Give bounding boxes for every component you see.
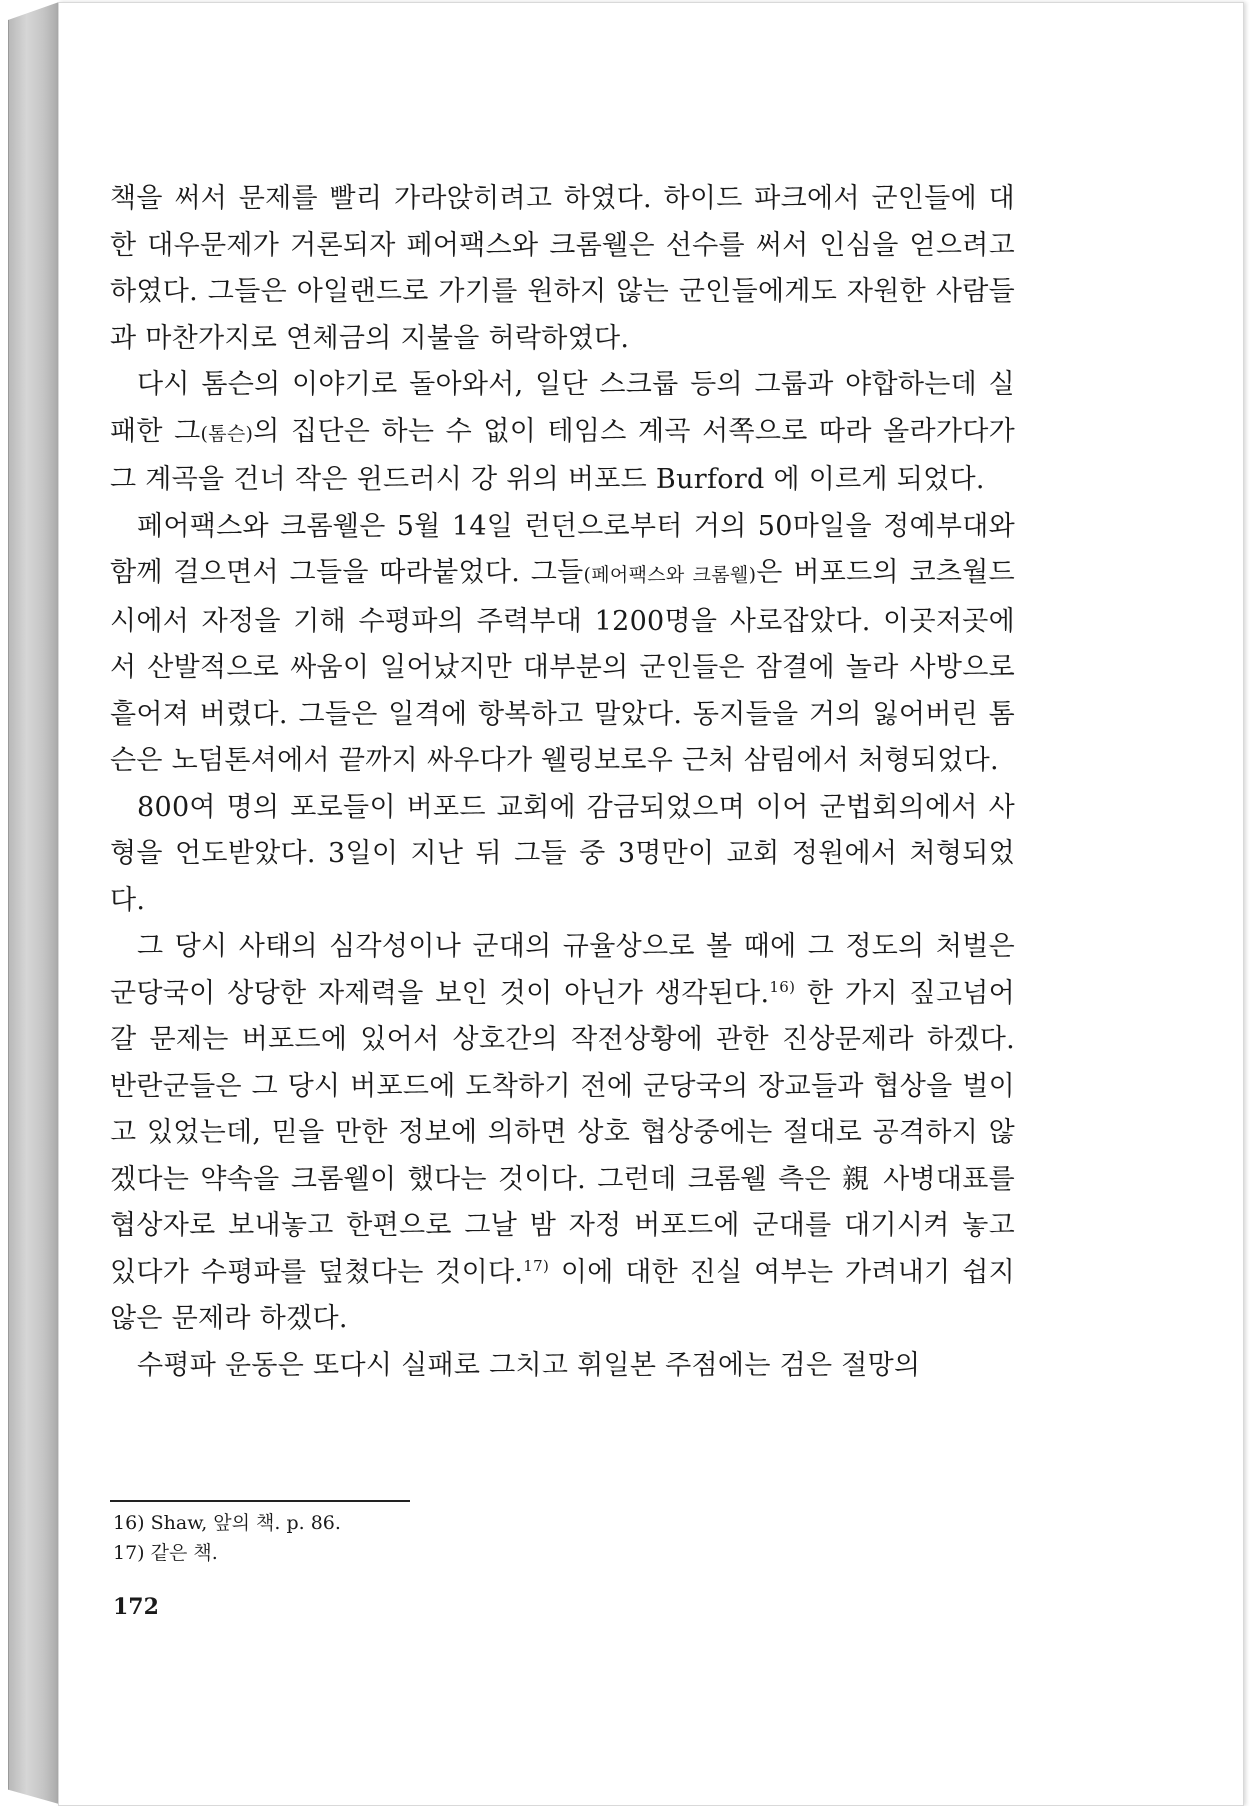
paragraph-text: 책을 써서 문제를 빨리 가라앉히려고 하였다. 하이드 파크에서 군인들에 대한 대우문제가 거론되자 페어팩스와 크롬웰은 선수를 써서 인심을 얻으려고 하였다. 그들은 아일랜드로 가기를 원하지 않는 군인들에게도 자원한 사람들과 마찬가지로 연체금의 지불을 허락하였다. [110,183,1015,354]
inline-note: (톰슨) [200,422,254,445]
footnote-rule [110,1500,410,1502]
paragraph-3 [110,504,1015,785]
footnote-ref: 16) [769,977,796,996]
paragraph-4 [110,785,1015,925]
paragraph-text: 이에 대한 진실 여부는 가려내기 쉽지 않은 문제라 하겠다. [110,1256,1015,1334]
paragraph-2 [110,362,1015,504]
footnotes [113,1508,341,1568]
paragraph-1 [110,176,1015,362]
paragraph-6 [110,1343,1015,1390]
paragraph-text: 한 가지 짚고넘어갈 문제는 버포드에 있어서 상호간의 작전상황에 관한 진상문제라 하겠다. 반란군들은 그 당시 버포드에 도착하기 전에 군당국의 장교들과 협상을 벌이고 있었는데, 믿을 만한 정보에 의하면 상호 협상중에는 절대로 공격하지 않겠다는 약속을 크롬웰이 했다는 것이다. 그런데 크롬웰 측은 親 사병대표를 협상자로 보내놓고 한편으로 그날 밤 자정 버포드에 군대를 대기시켜 놓고 있다가 수평파를 덮쳤다는 것이다. [110,977,1015,1288]
inline-note: (페어팩스와 크롬웰) [583,564,757,586]
paragraph-text: 은 버포드의 코츠월드 시에서 자정을 기해 수평파의 주력부대 1200명을 사로잡았다. 이곳저곳에서 산발적으로 싸움이 일어났지만 대부분의 군인들은 잠결에 놀라 사방으로 흩어져 버렸다. 그들은 일격에 항복하고 말았다. 동지들을 거의 잃어버린 톰슨은 노덤톤셔에서 끝까지 싸우다가 웰링보로우 근처 삼림에서 처형되었다. [110,557,1016,776]
page-number: 172 [113,1594,159,1620]
paragraph-text: 다시 톰슨의 이야기로 돌아와서, 일단 스크룹 등의 그룹과 야합하는데 실패한 그 [110,369,1015,447]
paragraph-text: 의 집단은 하는 수 없이 테임스 계곡 서쪽으로 따라 올라가다가 그 계곡을 건너 작은 윈드러시 강 위의 버포드 Burford 에 이르게 되었다. [110,415,1016,495]
paragraph-text: 800여 명의 포로들이 버포드 교회에 감금되었으며 이어 군법회의에서 사형을 언도받았다. 3일이 지난 뒤 그들 중 3명만이 교회 정원에서 처형되었다. [110,791,1015,916]
paragraph-text: 페어팩스와 크롬웰은 5월 14일 런던으로부터 거의 50마일을 정예부대와 함께 걸으면서 그들을 따라붙었다. 그들 [110,510,1015,588]
footnote-ref: 17) [523,1256,550,1275]
paragraph-text: 수평파 운동은 또다시 실패로 그치고 휘일본 주점에는 검은 절망의 [137,1349,921,1381]
paragraph-text: 그 당시 사태의 심각성이나 군대의 규율상으로 볼 때에 그 정도의 처벌은 군당국이 상당한 자제력을 보인 것이 아닌가 생각된다. [110,931,1015,1009]
body-text [110,176,1015,1389]
paragraph-5 [110,924,1015,1343]
footnote-17: 17) 같은 책. [113,1542,218,1564]
footnote-16: 16) Shaw, 앞의 책. p. 86. [113,1512,341,1534]
book-spine [8,2,59,1804]
